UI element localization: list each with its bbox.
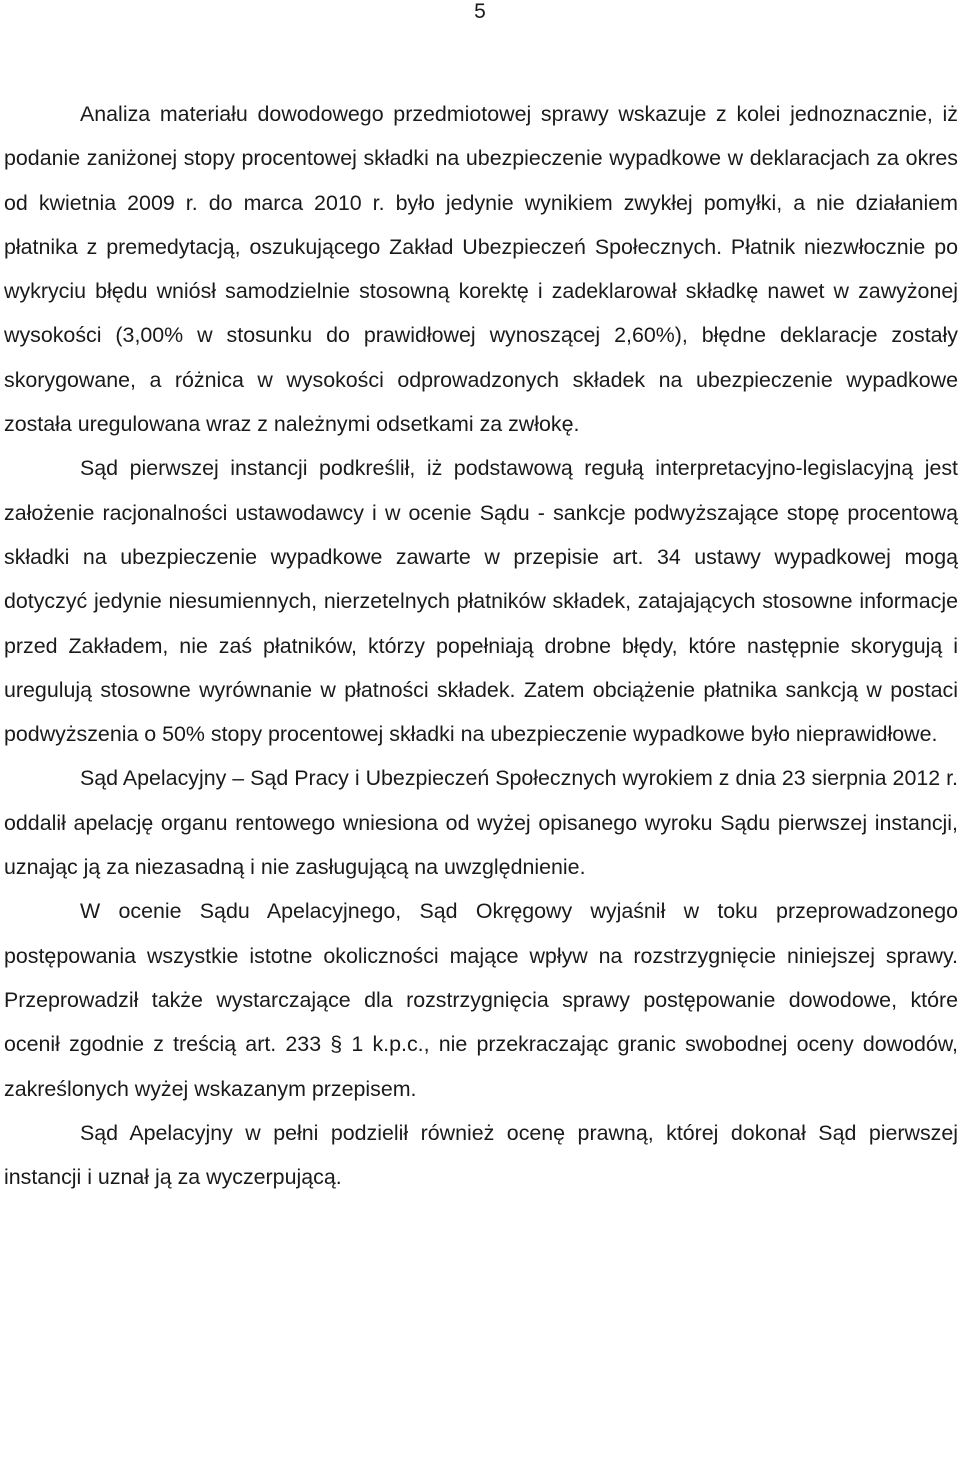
paragraph: Sąd pierwszej instancji podkreślił, iż podstawową regułą interpretacyjno-legislacyjną jest założenie racjonalności ustawodawcy i w ocenie Sądu - sankcje podwyższające stopę procentową składki na ubezpieczenie wypadkowe zawarte w przepisie art. 34 ustawy wypadkowej mogą dotyczyć jedynie niesumiennych, nierzetelnych płatników składek, zatajających stosowne informacje przed Zakładem, nie zaś płatników, którzy popełniają drobne błędy, które następnie skorygują i uregulują stosowne wyrównanie w płatności składek. Zatem obciążenie płatnika sankcją w postaci podwyższenia o 50% stopy procentowej składki na ubezpieczenie wypadkowe było nieprawidłowe. [4,456,958,747]
paragraph: W ocenie Sądu Apelacyjnego, Sąd Okręgowy wyjaśnił w toku przeprowadzonego postępowania wszystkie istotne okoliczności mające wpływ na rozstrzygnięcie niniejszej sprawy. Przeprowadził także wystarczające dla rozstrzygnięcia sprawy postępowanie dowodowe, które ocenił zgodnie z treścią art. 233 § 1 k.p.c., nie przekraczając granic swobodnej oceny dowodów, zakreślonych wyżej wskazanym przepisem. [4,899,958,1101]
paragraph: Sąd Apelacyjny w pełni podzielił również ocenę prawną, której dokonał Sąd pierwszej instancji i uznał ją za wyczerpującą. [4,1120,958,1190]
page-number: 5 [474,0,486,23]
paragraph: Analiza materiału dowodowego przedmiotowej sprawy wskazuje z kolei jednoznacznie, iż podanie zaniżonej stopy procentowej składki na ubezpieczenie wypadkowe w deklaracjach za okres od kwietnia 2009 r. do marca 2010 r. było jedynie wynikiem zwykłej pomyłki, a nie działaniem płatnika z premedytacją, oszukującego Zakład Ubezpieczeń Społecznych. Płatnik niezwłocznie po wykryciu błędu wniósł samodzielnie stosowną korektę i zadeklarował składkę nawet w zawyżonej wysokości (3,00% w stosunku do prawidłowej wynoszącej 2,60%), błędne deklaracje zostały skorygowane, a różnica w wysokości odprowadzonych składek na ubezpieczenie wypadkowe została uregulowana wraz z należnymi odsetkami za zwłokę. [4,102,958,437]
document-body [4,92,958,1199]
paragraph: Sąd Apelacyjny – Sąd Pracy i Ubezpieczeń Społecznych wyrokiem z dnia 23 sierpnia 2012 r. oddalił apelację organu rentowego wniesiona od wyżej opisanego wyroku Sądu pierwszej instancji, uznając ją za niezasadną i nie zasługującą na uwzględnienie. [4,766,958,880]
